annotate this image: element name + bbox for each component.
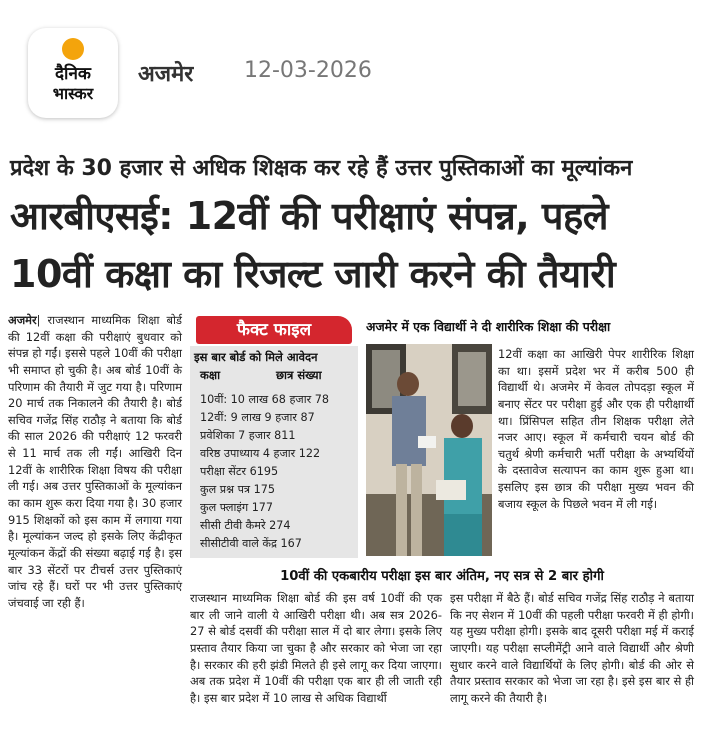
sun-icon bbox=[62, 38, 84, 60]
fact-file-title: फैक्ट फाइल bbox=[196, 316, 352, 344]
photo-story-text: 12वीं कक्षा का आखिरी पेपर शारीरिक शिक्षा का था। इसमें प्रदेश भर में करीब 500 ही विद्यार्थी थे। अजमेर में केवल तोपदड़ा स्कूल में बनाए सेंटर पर परीक्षा हुई और एक ही परीक्षार्थी था। प्रिंसिपल सहित तीन शिक्षक परीक्षा लेते नजर आए। स्कूल में कर्मचारी चयन बोर्ड की चतुर्थ श्रेणी कर्मचारी भर्ती परीक्षा के अभ्यर्थियों के दस्तावेज सत्यापन का काम शुरू हुआ था। इसलिए इस छात्र की परीक्षा मुख्य भवन की बजाय स्कूल के पिछले भवन में ली गई। bbox=[498, 347, 694, 511]
fact-file-box bbox=[190, 316, 358, 558]
article-body-text: | राजस्थान माध्यमिक शिक्षा बोर्ड की 12वीं कक्षा की परीक्षाएं बुधवार को संपन्न हो गईं। इससे पहले 10वीं की परीक्षा भी समाप्त हो चुकी है। अब बोर्ड 10वीं के परिणाम की तैयारी में जुट गया है। परिणाम 20 मार्च तक निकालने की तैयारी है। बोर्ड सचिव गजेंद्र सिंह राठौड़ ने बताया कि बोर्ड की साल 2026 की परीक्षाएं 12 फरवरी से 11 मार्च तक ली गईं। आखिरी दिन 12वीं के शारीरिक शिक्षा विषय की परीक्षा ली गई। अब उत्तर पुस्तिकाओं के मूल्यांकन का काम शुरू करा दिया गया है। 30 हजार 915 शिक्षकों को इस काम में लगाया गया है। मूल्यांकन जल्द हो इसके लिए केंद्रीकृत मूल्यांकन केंद्रों की संख्या बढ़ाई गई है। इस बार 33 सेंटरों पर टीचर्स उत्तर पुस्तिकाएं जांच रहे हैं। घरों पर भी उत्तर पुस्तिकाएं जंचवाई जा रही हैं। bbox=[8, 313, 182, 610]
dainik-bhaskar-logo[interactable] bbox=[28, 28, 118, 118]
exam-hall-photo bbox=[366, 344, 492, 556]
article-kicker: प्रदेश के 30 हजार से अधिक शिक्षक कर रहे हैं उत्तर पुस्तिकाओं का मूल्यांकन bbox=[10, 156, 633, 181]
article-column-1 bbox=[8, 312, 182, 612]
bottom-subheading: 10वीं की एकबारीय परीक्षा इस बार अंतिम, नए सत्र से 2 बार होगी bbox=[280, 569, 604, 584]
logo-text-line2: भास्कर bbox=[52, 84, 94, 103]
fact-file-body bbox=[190, 346, 358, 558]
fact-item: वरिष्ठ उपाध्याय 4 हजार 122 bbox=[200, 447, 321, 460]
photo-story-title: अजमेर में एक विद्यार्थी ने दी शारीरिक शिक्षा की परीक्षा bbox=[366, 319, 611, 334]
bottom-column-left: राजस्थान माध्यमिक शिक्षा बोर्ड की इस वर्ष 10वीं की एक बार ली जाने वाली ये आखिरी परीक्षा थी। अब सत्र 2026-27 से बोर्ड दसवीं की परीक्षा साल में दो बार लेगा। इसके लिए प्रस्ताव तैयार किया जा चुका है और सरकार को भेजा जा रहा है। सरकार की हरी झंडी मिलते ही इसे लागू कर दिया जाएगा। अब तक प्रदेश में 10वीं की परीक्षा एक बार ही ली जाती रही है। इस बार प्रदेश में 10 लाख से अधिक विद्यार्थी bbox=[190, 591, 442, 705]
fact-item: सीसीटीवी वाले केंद्र 167 bbox=[200, 537, 302, 550]
fact-col-count: छात्र संख्या bbox=[276, 368, 322, 382]
fact-item: प्रवेशिका 7 हजार 811 bbox=[200, 429, 296, 442]
fact-file-subtitle: इस बार बोर्ड को मिले आवेदन bbox=[194, 350, 318, 364]
fact-item: कुल प्रश्न पत्र 175 bbox=[200, 483, 276, 496]
students-photo-illustration bbox=[366, 344, 492, 556]
headline-line2: 10वीं कक्षा का रिजल्ट जारी करने की तैयारी bbox=[10, 252, 616, 296]
edition-city: अजमेर bbox=[138, 62, 194, 87]
fact-item: सीसी टीवी कैमरे 274 bbox=[200, 519, 291, 532]
fact-item: 10वीं: 10 लाख 68 हजार 78 bbox=[200, 393, 329, 406]
fact-col-class: कक्षा bbox=[200, 368, 221, 382]
logo-text-line1: दैनिक bbox=[55, 64, 91, 84]
bottom-column-right: इस परीक्षा में बैठे हैं। बोर्ड सचिव गजेंद्र सिंह राठौड़ ने बताया कि नए सेशन में 10वीं की पहली परीक्षा फरवरी में ही होगी। यह मुख्य परीक्षा होगी। इसके बाद दूसरी परीक्षा मई में कराई जाएगी। यह परीक्षा सप्लीमेंट्री आने वाले विद्यार्थी और श्रेणी सुधार करने वाले विद्यार्थियों के लिए होगी। बोर्ड की ओर से तैयार प्रस्ताव सरकार को भेजा जा रहा है। इसे इस बार से ही लागू करने की तैयारी है। bbox=[450, 591, 694, 705]
fact-item: परीक्षा सेंटर 6195 bbox=[200, 465, 279, 478]
fact-item: 12वीं: 9 लाख 9 हजार 87 bbox=[200, 411, 315, 424]
fact-item: कुल फ्लाइंग 177 bbox=[200, 501, 274, 514]
edition-date: 12-03-2026 bbox=[244, 58, 372, 83]
header-bar bbox=[0, 0, 704, 140]
dateline: अजमेर bbox=[8, 313, 37, 327]
headline-line1: आरबीएसई: 12वीं की परीक्षाएं संपन्न, पहले bbox=[10, 194, 608, 238]
